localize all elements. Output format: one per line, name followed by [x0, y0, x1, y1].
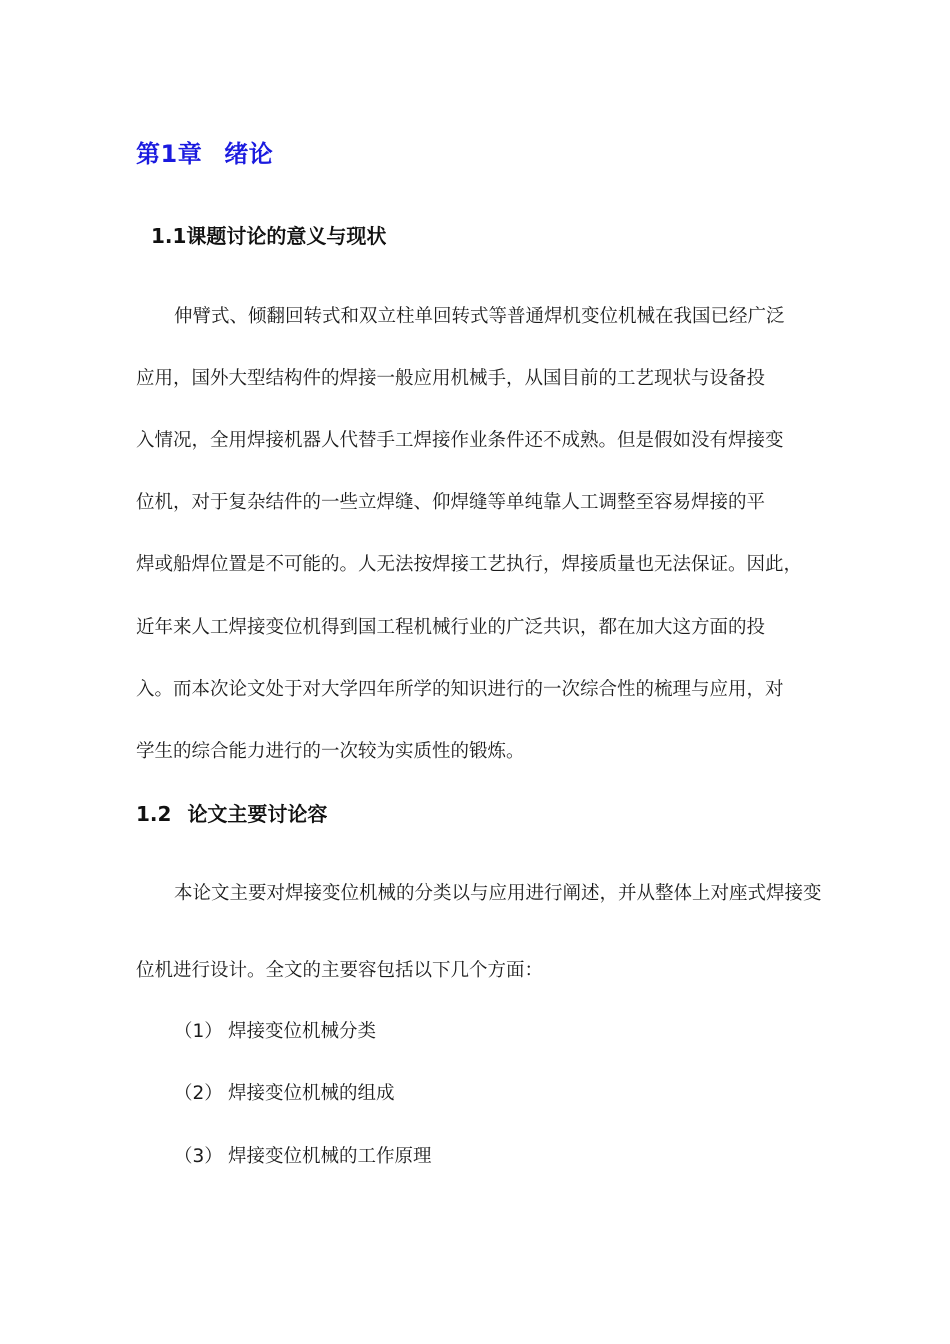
list-item-text: 焊接变位机械分类 [228, 1021, 377, 1042]
list-item-text: 焊接变位机械的组成 [228, 1083, 395, 1104]
paragraph-line: 入。而本次论文处于对大学四年所学的知识进行的一次综合性的梳理与应用，对 [136, 679, 784, 700]
section-heading-1-1: 1.1课题讨论的意义与现状 [151, 224, 387, 248]
section-heading-1-2 [136, 798, 327, 827]
section-number: 1.2 [136, 802, 172, 826]
section-name: 论文主要讨论容 [187, 802, 328, 826]
chapter-title [136, 134, 273, 169]
list-item [174, 1017, 376, 1043]
list-item-number: （2） [174, 1083, 223, 1104]
paragraph-line: 位机，对于复杂结件的一些立焊缝、仰焊缝等单纯靠人工调整至容易焊接的平 [136, 492, 766, 513]
paragraph-line: 学生的综合能力进行的一次较为实质性的锻炼。 [136, 741, 525, 762]
chapter-name: 绪论 [224, 140, 274, 168]
chapter-number: 第1章 [136, 140, 203, 168]
list-item [174, 1079, 395, 1105]
paragraph-line: 本论文主要对焊接变位机械的分类以与应用进行阐述，并从整体上对座式焊接变 [174, 883, 822, 904]
list-item-text: 焊接变位机械的工作原理 [228, 1146, 432, 1167]
paragraph-line: 位机进行设计。全文的主要容包括以下几个方面： [136, 960, 544, 981]
paragraph-line: 应用，国外大型结构件的焊接一般应用机械手，从国目前的工艺现状与设备投 [136, 368, 766, 389]
list-item-number: （1） [174, 1021, 223, 1042]
list-item [174, 1142, 432, 1168]
paragraph-line: 焊或船焊位置是不可能的。人无法按焊接工艺执行，焊接质量也无法保证。因此， [136, 554, 803, 575]
paragraph-line: 入情况，全用焊接机器人代替手工焊接作业条件还不成熟。但是假如没有焊接变 [136, 430, 784, 451]
paragraph-line: 近年来人工焊接变位机得到国工程机械行业的广泛共识，都在加大这方面的投 [136, 617, 766, 638]
paragraph-line: 伸臂式、倾翻回转式和双立柱单回转式等普通焊机变位机械在我国已经广泛 [174, 306, 785, 327]
list-item-number: （3） [174, 1146, 223, 1167]
